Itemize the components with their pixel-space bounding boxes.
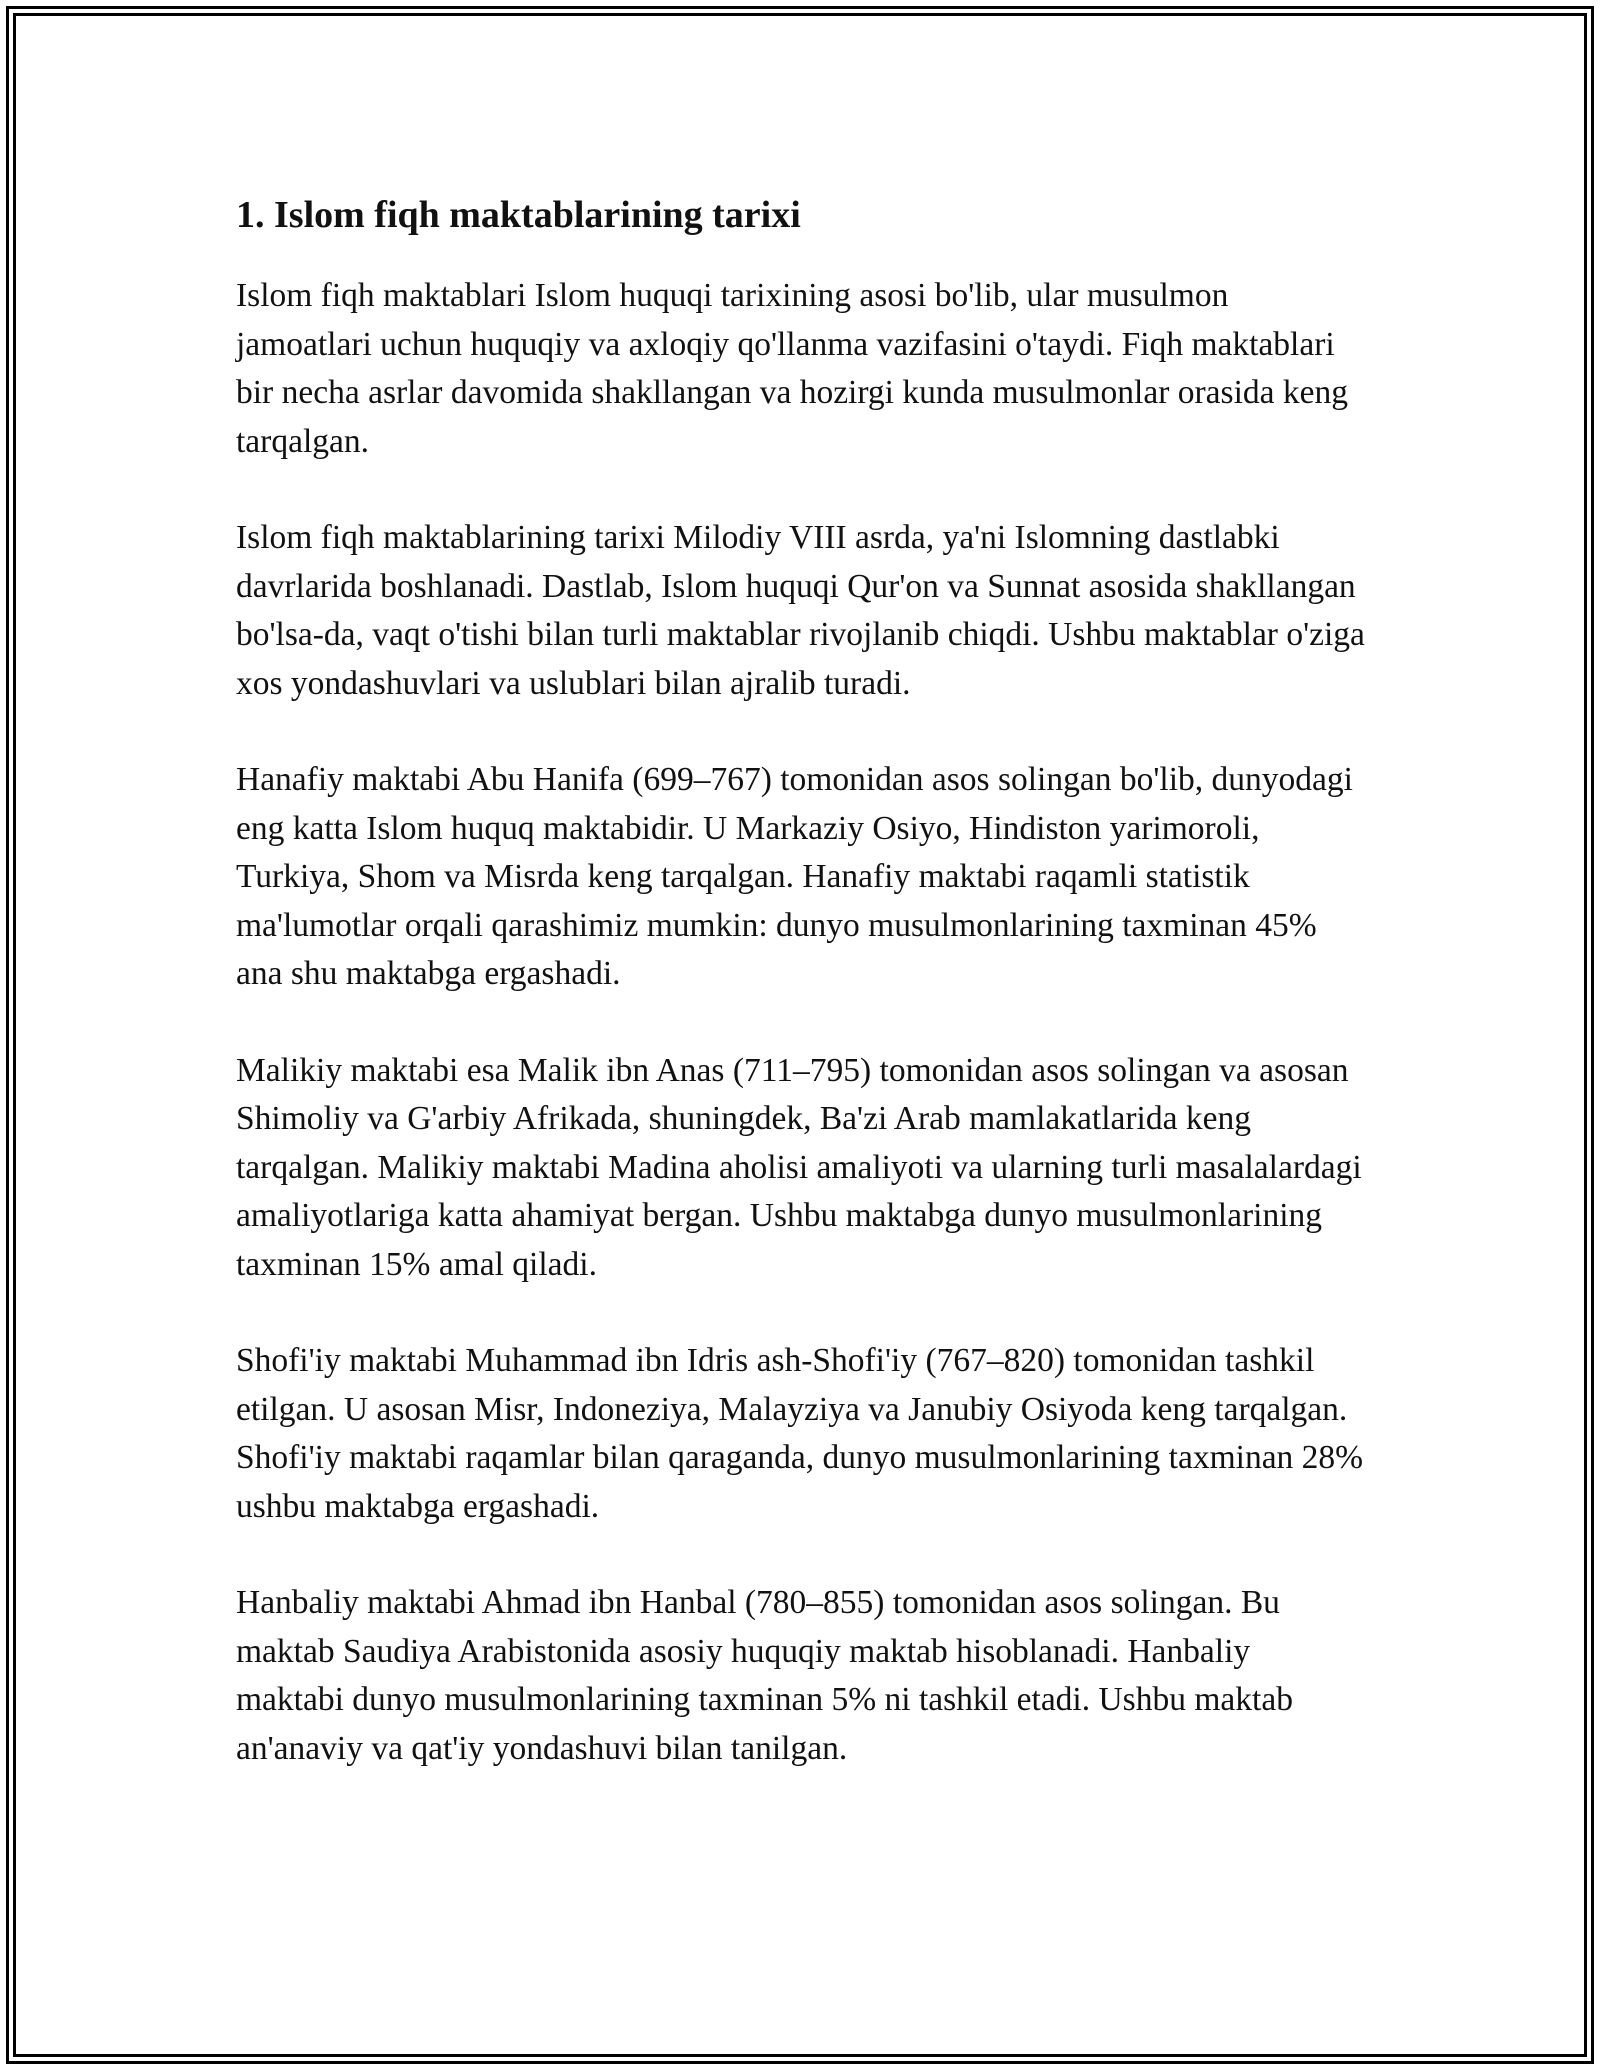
paragraph-hanafi: Hanafiy maktabi Abu Hanifa (699–767) tomonidan asos solingan bo'lib, dunyodagi eng katta Islom huquq maktabidir. U Markaziy Osiyo, Hindiston yarimoroli, Turkiya, Shom va Misrda keng tarqalgan. Hanafiy maktabi raqamli statistik ma'lumotlar orqali qarashimiz mumkin: dunyo musulmonlarining taxminan 45% ana shu maktabga ergashadi. bbox=[236, 761, 1353, 992]
section-title: 1. Islom fiqh maktablarining tarixi bbox=[236, 194, 801, 236]
paragraph-maliki: Malikiy maktabi esa Malik ibn Anas (711–795) tomonidan asos solingan va asosan Shimoliy va G'arbiy Afrikada, shuningdek, Ba'zi Arab mamlakatlarida keng tarqalgan. Malikiy maktabi Madina aholisi amaliyoti va ularning turli masalalardagi amaliyotlariga katta ahamiyat bergan. Ushbu maktabga dunyo musulmonlarining taxminan 15% amal qiladi. bbox=[236, 1051, 1362, 1283]
paragraph-shafii: Shofi'iy maktabi Muhammad ibn Idris ash-Shofi'iy (767–820) tomonidan tashkil etilgan. U asosan Misr, Indoneziya, Malayziya va Janubiy Osiyoda keng tarqalgan. Shofi'iy maktabi raqamlar bilan qaraganda, dunyo musulmonlarining taxminan 28% ushbu maktabga ergashadi. bbox=[236, 1342, 1364, 1525]
document-body bbox=[236, 188, 1366, 1821]
paragraph-intro: Islom fiqh maktablari Islom huquqi tarixining asosi bo'lib, ular musulmon jamoatlari uchun huquqiy va axloqiy qo'llanma vazifasini o'taydi. Fiqh maktablari bir necha asrlar davomida shakllangan va hozirgi kunda musulmonlar orasida keng tarqalgan. bbox=[236, 277, 1348, 460]
paragraph-history: Islom fiqh maktablarining tarixi Milodiy VIII asrda, ya'ni Islomning dastlabki davrlarida boshlanadi. Dastlab, Islom huquqi Qur'on va Sunnat asosida shakllangan bo'lsa-da, vaqt o'tishi bilan turli maktablar rivojlanib chiqdi. Ushbu maktablar o'ziga xos yondashuvlari va uslublari bilan ajralib turadi. bbox=[236, 519, 1365, 702]
paragraph-hanbali: Hanbaliy maktabi Ahmad ibn Hanbal (780–855) tomonidan asos solingan. Bu maktab Saudiya Arabistonida asosiy huquqiy maktab hisoblanadi. Hanbaliy maktabi dunyo musulmonlarining taxminan 5% ni tashkil etadi. Ushbu maktab an'anaviy va qat'iy yondashuvi bilan tanilgan. bbox=[236, 1584, 1293, 1767]
